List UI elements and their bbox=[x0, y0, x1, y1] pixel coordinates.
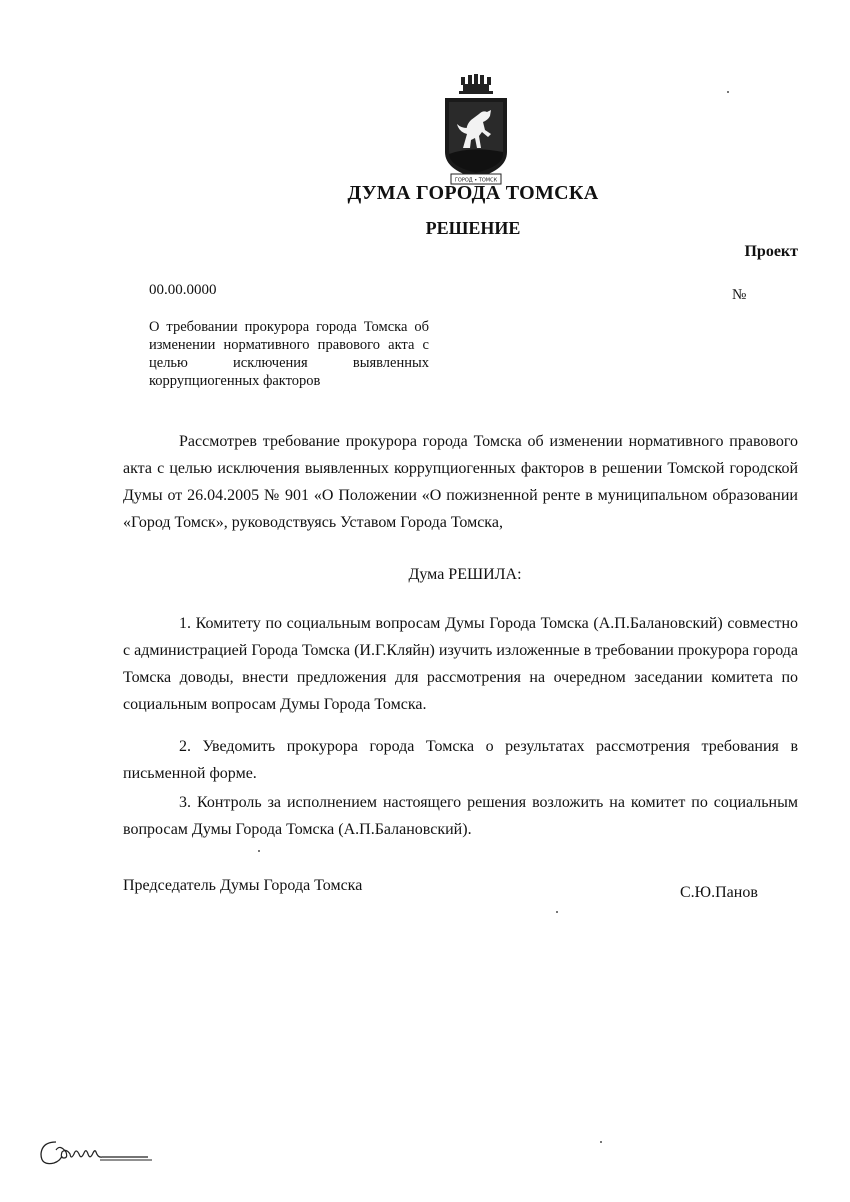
resolved-heading: Дума РЕШИЛА: bbox=[408, 566, 522, 583]
handwritten-signature bbox=[38, 1136, 156, 1172]
resolution-item-2: 2. Уведомить прокурора города Томска о результатах рассмотрения требования в письменной форме. bbox=[123, 738, 798, 782]
document-type: РЕШЕНИЕ bbox=[425, 218, 521, 238]
scan-speck bbox=[600, 1141, 602, 1143]
document-date: 00.00.0000 bbox=[149, 282, 217, 298]
scan-speck bbox=[556, 911, 558, 913]
signer-name: С.Ю.Панов bbox=[680, 884, 758, 901]
scan-speck bbox=[258, 850, 260, 852]
resolution-item-3: 3. Контроль за исполнением настоящего решения возложить на комитет по социальным вопросам Думы Города Томска (А.П.Балановский). bbox=[123, 794, 798, 838]
svg-text:ГОРОД • ТОМСК: ГОРОД • ТОМСК bbox=[454, 177, 498, 184]
signer-role: Председатель Думы Города Томска bbox=[123, 877, 363, 894]
draft-label: Проект bbox=[744, 243, 798, 260]
intro-paragraph: Рассмотрев требование прокурора города Томска об изменении нормативного правового акта с целью исключения выявленных коррупциогенных факторов в решении Томской городской Думы от 26.04.2005 № 901 «О Положении «О пожизненной ренте в муниципальном образовании «Город Томск», руководствуясь Уставом Города Томска, bbox=[123, 433, 798, 531]
tomsk-coat-of-arms-icon bbox=[441, 74, 511, 186]
document-subject: О требовании прокурора города Томска об изменении нормативного правового акта с целью исключения выявленных коррупциогенных факторов bbox=[149, 319, 429, 389]
resolution-item-1: 1. Комитету по социальным вопросам Думы Города Томска (А.П.Балановский) совместно с администрацией Города Томска (И.Г.Кляйн) изучить изложенные в требовании прокурора города Томска доводы, внести предложения для рассмотрения на очередном заседании комитета по социальным вопросам Думы Города Томска. bbox=[123, 615, 798, 713]
document-title: ДУМА ГОРОДА ТОМСКА bbox=[347, 182, 599, 204]
scan-speck bbox=[727, 91, 729, 93]
document-number: № bbox=[732, 287, 747, 303]
